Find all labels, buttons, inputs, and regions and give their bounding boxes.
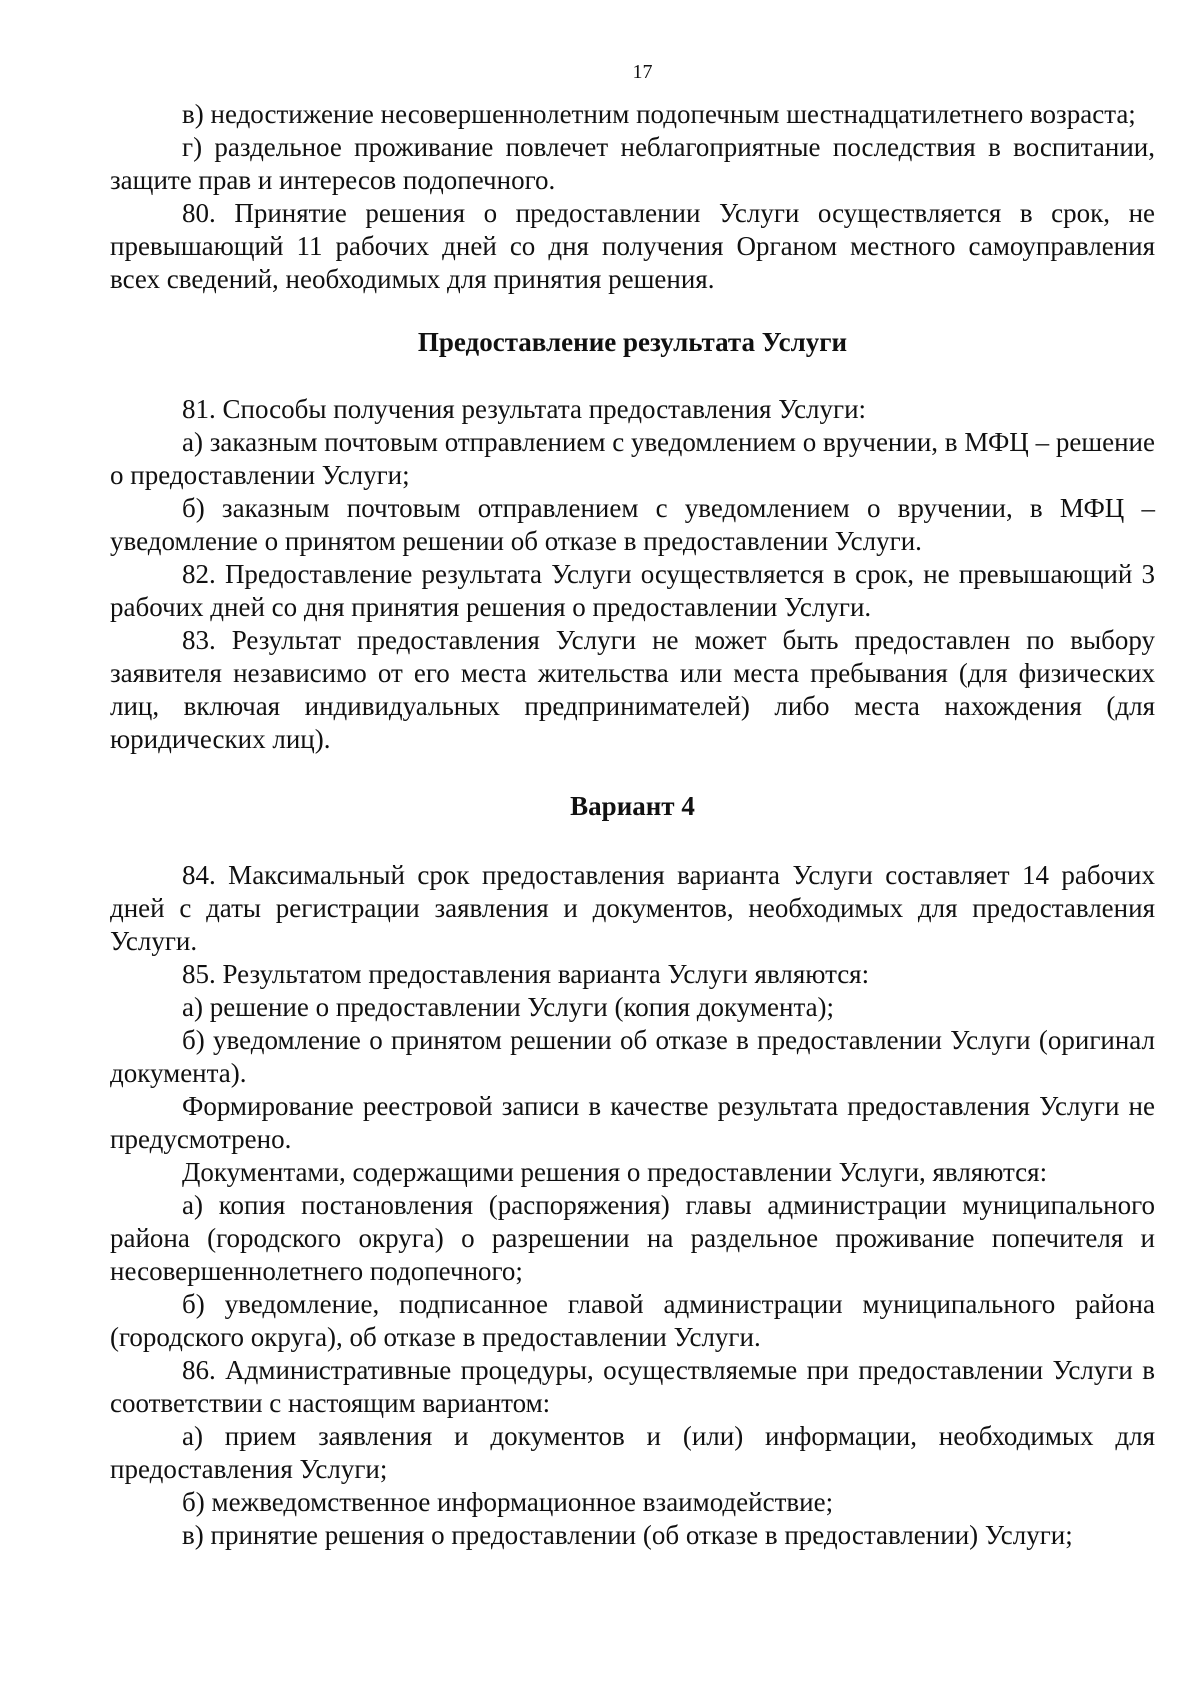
paragraph-81-a: а) заказным почтовым отправлением с уведомлением о вручении, в МФЦ – решение о предоставлении Услуги; (110, 427, 1155, 490)
paragraph-documents-a: а) копия постановления (распоряжения) главы администрации муниципального района (городского округа) о разрешении на раздельное проживание попечителя и несовершеннолетнего подопечного; (110, 1190, 1155, 1286)
paragraph-81-b: б) заказным почтовым отправлением с уведомлением о вручении, в МФЦ – уведомление о принятом решении об отказе в предоставлении Услуги. (110, 493, 1155, 556)
section-title-variant-4: Вариант 4 (570, 791, 695, 821)
section-title-result: Предоставление результата Услуги (417, 327, 848, 357)
paragraph-82: 82. Предоставление результата Услуги осуществляется в срок, не превышающий 3 рабочих дней со дня принятия решения о предоставлении Услуги. (110, 559, 1155, 622)
paragraph-item-g: г) раздельное проживание повлечет неблагоприятные последствия в воспитании, защите прав и интересов подопечного. (110, 132, 1155, 195)
paragraph-86-a: а) прием заявления и документов и (или) информации, необходимых для предоставления Услуги; (110, 1421, 1155, 1484)
paragraph-documents: Документами, содержащими решения о предоставлении Услуги, являются: (182, 1157, 1048, 1187)
page-number: 17 (632, 61, 653, 83)
intro-block (110, 98, 1155, 296)
paragraph-86: 86. Административные процедуры, осуществляемые при предоставлении Услуги в соответствии с настоящим вариантом: (110, 1355, 1155, 1418)
document-page (110, 60, 1155, 1552)
paragraph-81: 81. Способы получения результата предоставления Услуги: (182, 394, 867, 424)
paragraph-85-b: б) уведомление о принятом решении об отказе в предоставлении Услуги (оригинал документа). (110, 1025, 1155, 1088)
paragraph-84: 84. Максимальный срок предоставления варианта Услуги составляет 14 рабочих дней с даты регистрации заявления и документов, необходимых для предоставления Услуги. (110, 860, 1155, 956)
paragraph-80: 80. Принятие решения о предоставлении Услуги осуществляется в срок, не превышающий 11 рабочих дней со дня получения Органом местного самоуправления всех сведений, необходимых для принятия решения. (110, 198, 1155, 294)
paragraph-85-a: а) решение о предоставлении Услуги (копия документа); (182, 992, 835, 1022)
paragraph-documents-b: б) уведомление, подписанное главой администрации муниципального района (городского округа), об отказе в предоставлении Услуги. (110, 1289, 1155, 1352)
paragraph-86-b: б) межведомственное информационное взаимодействие; (182, 1487, 834, 1517)
section-variant-4 (110, 859, 1155, 1552)
section-result (110, 393, 1155, 756)
paragraph-85: 85. Результатом предоставления варианта Услуги являются: (182, 959, 870, 989)
paragraph-83: 83. Результат предоставления Услуги не может быть предоставлен по выбору заявителя независимо от его места жительства или места пребывания (для физических лиц, включая индивидуальных предпринимателей) либо места нахождения (для юридических лиц). (110, 625, 1155, 754)
paragraph-86-v: в) принятие решения о предоставлении (об отказе в предоставлении) Услуги; (182, 1520, 1073, 1550)
paragraph-item-v: в) недостижение несовершеннолетним подопечным шестнадцатилетнего возраста; (182, 99, 1136, 129)
paragraph-registry-note: Формирование реестровой записи в качестве результата предоставления Услуги не предусмотрено. (110, 1091, 1155, 1154)
